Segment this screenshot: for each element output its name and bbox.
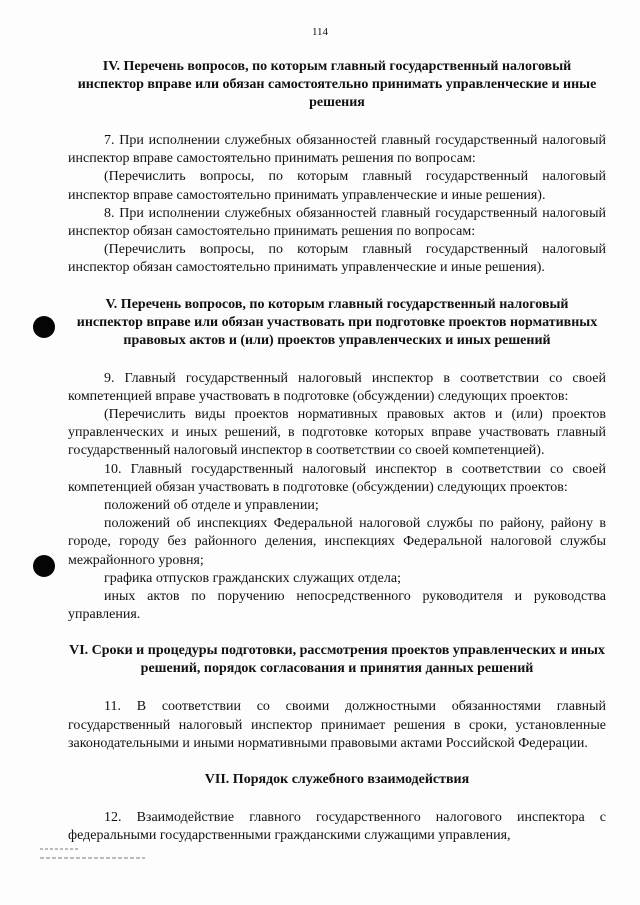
paragraph: (Перечислить виды проектов нормативных правовых актов и (или) проектов управленческих и иных решений, в подготовке которых вправе участвовать главный государственный налоговый инспектор в соответствии со своей компетенцией). — [68, 407, 606, 459]
section-vi-heading: VI. Сроки и процедуры подготовки, рассмотрения проектов управленческих и иных решений, порядок согласования и принятия данных решений — [69, 643, 605, 677]
paragraph: 10. Главный государственный налоговый инспектор в соответствии со своей компетенцией обязан участвовать в подготовке (обсуждении) следующих проектов: — [68, 461, 606, 495]
paragraph: 8. При исполнении служебных обязанностей главный государственный налоговый инспектор обязан самостоятельно принимать решения по вопросам: — [68, 205, 606, 240]
paragraph: 9. Главный государственный налоговый инспектор в соответствии со своей компетенцией вправе участвовать в подготовке (обсуждении) следующих проектов: — [68, 370, 606, 404]
section-v-heading: V. Перечень вопросов, по которым главный государственный налоговый инспектор вправе или обязан участвовать при подготовке проектов нормативных правовых актов и (или) проектов управленческих и иных решений — [76, 296, 598, 348]
paragraph: 12. Взаимодействие главного государственного налогового инспектора с федеральными государственными гражданскими служащими управления, — [68, 810, 606, 844]
page-number: 114 — [311, 26, 329, 38]
binder-hole-top — [33, 316, 55, 338]
section-vii — [68, 771, 606, 845]
section-v — [68, 296, 606, 625]
faded-stamp-marks — [40, 845, 150, 865]
print-stamp — [40, 845, 150, 868]
paragraph: положений об инспекциях Федеральной налоговой службы по району, району в городе, городу без районного деления, инспекциях Федеральной налоговой службы межрайонного уровня; — [68, 516, 606, 568]
section-iv-heading: IV. Перечень вопросов, по которым главный государственный налоговый инспектор вправе или обязан самостоятельно принимать управленческие и иные решения — [77, 59, 597, 110]
section-vi — [68, 642, 606, 753]
section-vii-heading: VII. Порядок служебного взаимодействия — [204, 772, 470, 788]
binder-hole-bottom — [33, 555, 55, 577]
paragraph: (Перечислить вопросы, по которым главный государственный налоговый инспектор обязан самостоятельно принимать управленческие и иные решения). — [68, 242, 606, 276]
paragraph: графика отпусков гражданских служащих отдела; — [104, 570, 401, 586]
section-iv — [68, 58, 606, 278]
document-body — [68, 58, 606, 845]
paragraph: 11. В соответствии со своими должностными обязанностями главный государственный налоговый инспектор принимает решения в сроки, установленные законодательными и иными нормативными правовыми актами Российской Федерации. — [68, 699, 606, 751]
paragraph: (Перечислить вопросы, по которым главный государственный налоговый инспектор вправе самостоятельно принимать управленческие и иные решения). — [68, 169, 606, 203]
paragraph: иных актов по поручению непосредственного руководителя и руководства управления. — [68, 589, 606, 623]
paragraph: положений об отделе и управлении; — [104, 498, 319, 514]
paragraph: 7. При исполнении служебных обязанностей главный государственный налоговый инспектор вправе самостоятельно принимать решения по вопросам: — [68, 133, 606, 167]
